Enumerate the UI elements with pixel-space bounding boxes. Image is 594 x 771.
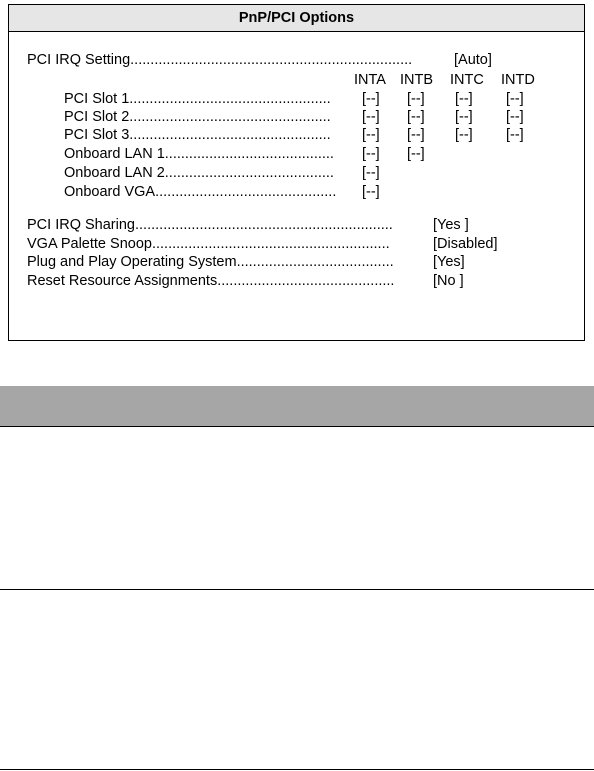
bios-setup-window <box>8 4 585 341</box>
slot-3-inta[interactable]: [--] <box>362 127 380 143</box>
column-header-intd: INTD <box>501 72 535 88</box>
slot-row-onboard-lan-1 <box>64 145 334 163</box>
leader-dots: .......................................... <box>164 165 334 181</box>
setting-vga-palette-snoop-value[interactable]: [Disabled] <box>433 236 498 252</box>
leader-dots: .................................................. <box>129 109 331 125</box>
setting-plug-and-play-os-value[interactable]: [Yes] <box>433 254 465 270</box>
settings-panel <box>9 32 584 340</box>
slot-3-intd[interactable]: [--] <box>506 127 524 143</box>
leader-dots: .................................................. <box>129 91 331 107</box>
setting-pci-irq-value[interactable]: [Auto] <box>454 52 492 68</box>
slot-1-intb[interactable]: [--] <box>407 91 425 107</box>
column-header-inta: INTA <box>354 72 386 88</box>
leader-dots: .................................................. <box>129 127 331 143</box>
setting-pci-irq-sharing-value[interactable]: [Yes ] <box>433 217 469 233</box>
leader-dots: ........................................................... <box>151 236 390 252</box>
leader-dots: .......................................... <box>164 146 334 162</box>
setting-reset-resource-assignments[interactable] <box>27 272 394 290</box>
leader-dots: ................................................................ <box>135 217 393 233</box>
slot-row-pci-slot-2 <box>64 108 331 126</box>
setting-label: PCI IRQ Setting <box>27 52 131 68</box>
setting-reset-resource-assignments-value[interactable]: [No ] <box>433 273 464 289</box>
slot-label: Onboard LAN 2 <box>64 165 165 181</box>
slot-row-onboard-vga <box>64 183 336 201</box>
slot-row-onboard-lan-2 <box>64 164 334 182</box>
setting-plug-and-play-os[interactable] <box>27 253 394 271</box>
slot-1-intd[interactable]: [--] <box>506 91 524 107</box>
lan-1-inta[interactable]: [--] <box>362 146 380 162</box>
table-bottom-border <box>0 769 594 770</box>
slot-1-inta[interactable]: [--] <box>362 91 380 107</box>
slot-2-intc[interactable]: [--] <box>455 109 473 125</box>
slot-row-pci-slot-1 <box>64 90 331 108</box>
lan-2-inta[interactable]: [--] <box>362 165 380 181</box>
slot-row-pci-slot-3 <box>64 126 331 144</box>
slot-3-intc[interactable]: [--] <box>455 127 473 143</box>
setting-vga-palette-snoop[interactable] <box>27 235 390 253</box>
setting-label: VGA Palette Snoop <box>27 236 152 252</box>
slot-label: PCI Slot 3 <box>64 127 130 143</box>
description-table-header <box>0 386 594 427</box>
leader-dots: ...................................................................... <box>130 52 413 68</box>
slot-label: Onboard VGA <box>64 184 156 200</box>
setting-pci-irq[interactable] <box>27 51 412 69</box>
slot-1-intc[interactable]: [--] <box>455 91 473 107</box>
setting-label: PCI IRQ Sharing <box>27 217 135 233</box>
slot-2-intd[interactable]: [--] <box>506 109 524 125</box>
setting-pci-irq-sharing[interactable] <box>27 216 393 234</box>
slot-2-intb[interactable]: [--] <box>407 109 425 125</box>
column-header-intb: INTB <box>400 72 434 88</box>
setting-label: Plug and Play Operating System <box>27 254 237 270</box>
slot-label: PCI Slot 1 <box>64 91 130 107</box>
slot-label: Onboard LAN 1 <box>64 146 165 162</box>
vga-inta[interactable]: [--] <box>362 184 380 200</box>
setting-label: Reset Resource Assignments <box>27 273 218 289</box>
leader-dots: ............................................. <box>155 184 337 200</box>
column-header-intc: INTC <box>450 72 484 88</box>
slot-3-intb[interactable]: [--] <box>407 127 425 143</box>
slot-label: PCI Slot 2 <box>64 109 130 125</box>
leader-dots: ....................................... <box>236 254 394 270</box>
lan-1-intb[interactable]: [--] <box>407 146 425 162</box>
table-row-divider <box>0 589 594 590</box>
leader-dots: ............................................ <box>217 273 395 289</box>
window-title: PnP/PCI Options <box>9 5 584 32</box>
slot-2-inta[interactable]: [--] <box>362 109 380 125</box>
